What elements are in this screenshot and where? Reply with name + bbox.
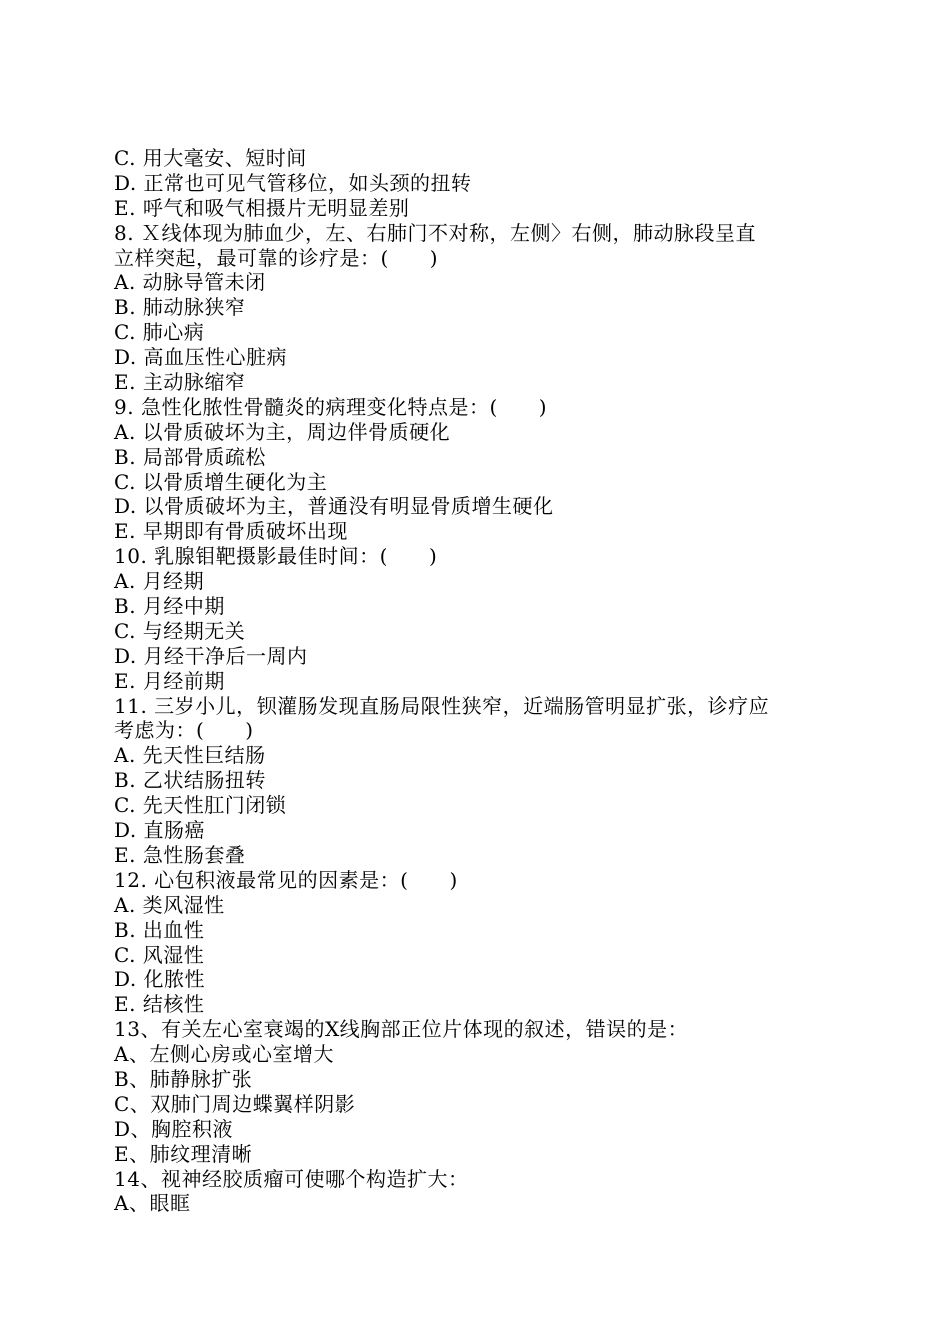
- option-line: C、双肺门周边蝶翼样阴影: [114, 1091, 356, 1116]
- option-line: D. 以骨质破坏为主，普通没有明显骨质增生硬化: [114, 494, 554, 519]
- option-line: C. 肺心病: [114, 320, 205, 345]
- text-line: E. 呼气和吸气相摄片无明显差别: [114, 195, 410, 220]
- question-11-stem-cont: 考虑为：( ): [114, 718, 254, 743]
- option-line: D. 高血压性心脏病: [114, 345, 288, 370]
- option-line: E. 早期即有骨质破坏出现: [114, 519, 348, 544]
- option-line: E. 主动脉缩窄: [114, 370, 246, 395]
- question-12-stem: 12. 心包积液最常见的因素是：( ): [114, 867, 458, 892]
- option-line: D. 直肠癌: [114, 818, 206, 843]
- option-line: E. 月经前期: [114, 668, 225, 693]
- option-line: B. 局部骨质疏松: [114, 444, 266, 469]
- option-line: B. 月经中期: [114, 594, 225, 619]
- question-13-stem: 13、有关左心室衰竭的X线胸部正位片体现的叙述，错误的是：: [114, 1017, 689, 1042]
- option-line: A. 月经期: [114, 569, 205, 594]
- option-line: D、胸腔积液: [114, 1116, 234, 1141]
- option-line: B. 乙状结肠扭转: [114, 768, 266, 793]
- question-8-stem: 8. Ｘ线体现为肺血少，左、右肺门不对称，左侧〉右侧，肺动脉段呈直: [114, 220, 756, 245]
- question-14-stem: 14、视神经胶质瘤可使哪个构造扩大：: [114, 1166, 469, 1191]
- option-line: A. 类风湿性: [114, 892, 225, 917]
- text-line: C. 用大毫安、短时间: [114, 146, 307, 170]
- option-line: A、左侧心房或心室增大: [114, 1042, 334, 1067]
- option-line: D. 化脓性: [114, 967, 206, 992]
- option-line: C. 以骨质增生硬化为主: [114, 469, 328, 494]
- option-line: E、肺纹理清晰: [114, 1141, 253, 1166]
- option-line: C. 与经期无关: [114, 618, 246, 643]
- option-line: E. 急性肠套叠: [114, 842, 246, 867]
- option-line: B、肺静脉扩张: [114, 1066, 253, 1091]
- question-10-stem: 10. 乳腺钼靶摄影最佳时间：( ): [114, 544, 438, 569]
- option-line: E. 结核性: [114, 992, 205, 1017]
- question-8-stem-cont: 立样突起，最可靠的诊疗是：( ): [114, 245, 439, 270]
- option-line: C. 先天性肛门闭锁: [114, 793, 287, 818]
- question-9-stem: 9. 急性化脓性骨髓炎的病理变化特点是：( ): [114, 394, 548, 419]
- question-text-block: [114, 146, 834, 1216]
- option-line: B. 出血性: [114, 917, 205, 942]
- question-11-stem: 11. 三岁小儿，钡灌肠发现直肠局限性狭窄，近端肠管明显扩张，诊疗应: [114, 693, 770, 718]
- text-line: D. 正常也可见气管移位，如头颈的扭转: [114, 170, 472, 195]
- option-line: D. 月经干净后一周内: [114, 643, 308, 668]
- option-line: A、眼眶: [114, 1191, 191, 1216]
- option-line: B. 肺动脉狭窄: [114, 295, 246, 320]
- option-line: C. 风湿性: [114, 942, 205, 967]
- option-line: A. 动脉导管未闭: [114, 270, 266, 295]
- option-line: A. 先天性巨结肠: [114, 743, 266, 768]
- option-line: A. 以骨质破坏为主，周边伴骨质硬化: [114, 419, 451, 444]
